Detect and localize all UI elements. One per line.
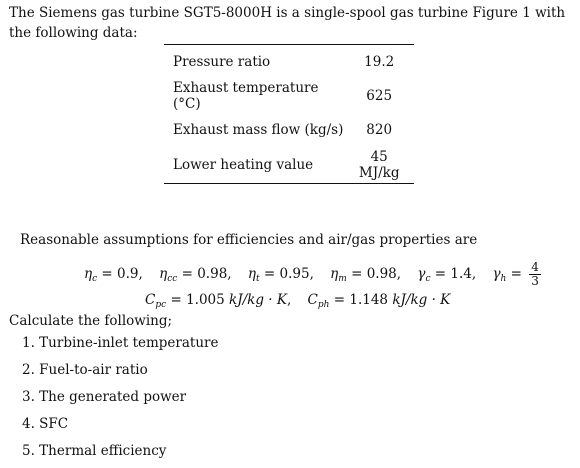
row-label: Lower heating value (173, 157, 314, 173)
row-value: 45 MJ/kg (358, 149, 400, 181)
gamma-h-fraction (529, 261, 541, 288)
assumptions-heading: Reasonable assumptions for efficiencies and air/gas properties are (20, 232, 478, 248)
cpc-value: 1.005 (186, 292, 225, 308)
row-value: 19.2 (364, 54, 395, 70)
eta-m-value: 0.98 (366, 266, 397, 282)
eta-t-value: 0.95 (279, 266, 310, 282)
turbine-data-table (164, 44, 414, 184)
row-label: Exhaust temperature (°C) (173, 80, 319, 112)
gamma-h-denominator: 3 (531, 274, 539, 288)
gamma-c-value: 1.4 (450, 266, 472, 282)
specific-heat-equation: $C_{pc} = 1.005$ kJ/kg · K, $C_{ph} = 1.148$ kJ/kg · K (145, 292, 451, 310)
row-label: Pressure ratio (173, 54, 271, 70)
list-item: 1. Turbine-inlet temperature (22, 335, 219, 351)
cpc-unit: kJ/kg · K (229, 292, 287, 308)
table-row (164, 79, 414, 113)
table-row (164, 113, 414, 147)
gamma-h-numerator: 4 (531, 260, 539, 274)
table-row (164, 147, 414, 184)
problem-intro: The Siemens gas turbine SGT5-8000H is a single-spool gas turbine Figure 1 with the following data: (9, 5, 566, 41)
row-value: 625 (366, 88, 393, 104)
eta-c-value: 0.9 (117, 266, 139, 282)
task-list (22, 333, 218, 468)
calculate-heading: Calculate the following; (9, 313, 173, 329)
row-label: Exhaust mass flow (kg/s) (173, 122, 344, 138)
row-value: 820 (366, 122, 393, 138)
table-row (164, 45, 414, 80)
efficiency-equation: $\eta_c = 0.9$, $\eta_{cc} = 0.98$, $\eta_t = 0.95$, $\eta_m = 0.98$, $\gamma_c = 1.4$, $\gamma_h$ = $\frac{4}{3}$ (84, 260, 539, 288)
list-item: 4. SFC (22, 416, 69, 432)
list-item: 2. Fuel-to-air ratio (22, 362, 148, 378)
cph-unit: kJ/kg · K (392, 292, 451, 308)
list-item: 3. The generated power (22, 389, 187, 405)
eta-cc-value: 0.98 (197, 266, 228, 282)
list-item: 5. Thermal efficiency (22, 443, 167, 459)
cph-value: 1.148 (349, 292, 389, 308)
